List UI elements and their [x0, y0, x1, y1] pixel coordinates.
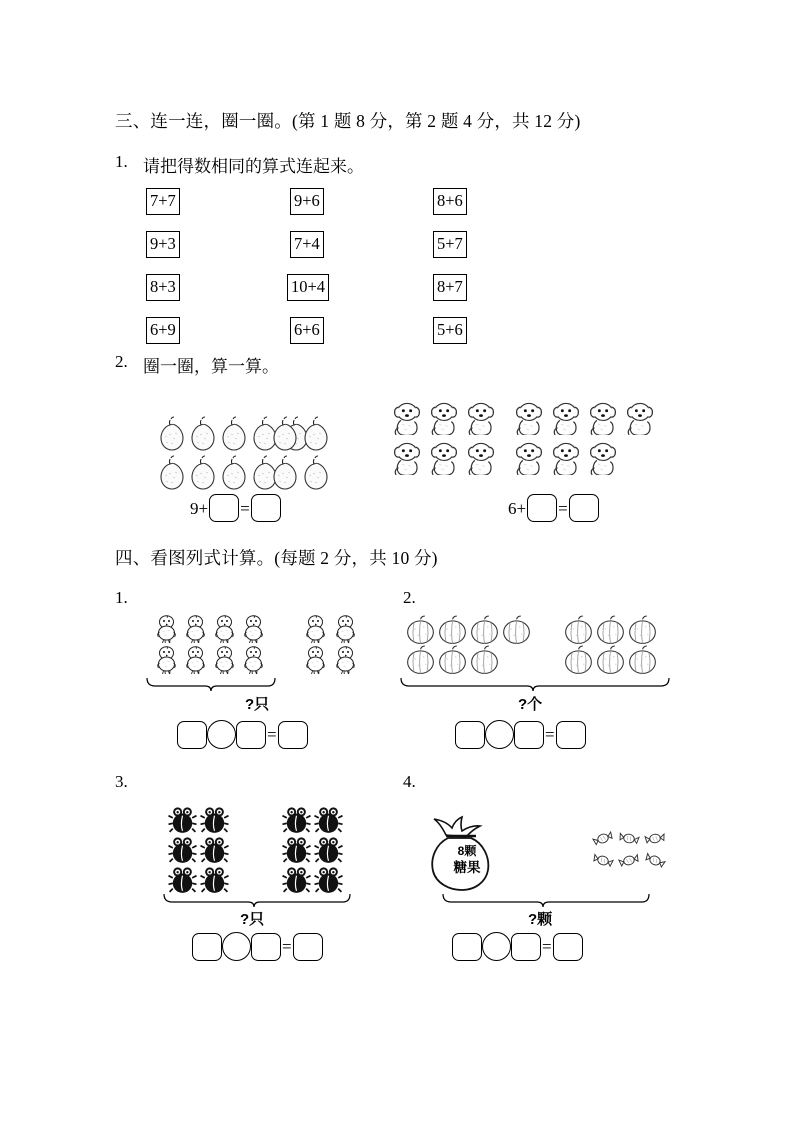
frog-icon [282, 866, 311, 894]
pear-equation-row [190, 494, 281, 522]
pumpkin-icon [405, 645, 436, 675]
pumpkin-icon [627, 645, 658, 675]
expr-box[interactable]: 7+4 [290, 231, 324, 258]
puppy-icon [512, 441, 546, 475]
expr-box[interactable]: 9+6 [290, 188, 324, 215]
pumpkin-icon [405, 615, 436, 645]
pear-icon [300, 455, 330, 492]
equals-sign: = [240, 498, 250, 518]
answer-box[interactable] [177, 721, 207, 749]
expr-box[interactable]: 5+7 [433, 231, 467, 258]
expr-box[interactable]: 10+4 [287, 274, 329, 301]
frog-icon [200, 836, 229, 864]
chick-icon [211, 645, 238, 675]
pumpkin-group-right [562, 615, 658, 675]
problem-3-equation-row [192, 932, 323, 961]
puppy-icon [427, 401, 461, 435]
problem-4-brace-label: ?颗 [528, 911, 553, 928]
pear-icon [269, 416, 299, 453]
chick-icon [153, 645, 180, 675]
candy-icon [615, 849, 643, 872]
equals-sign: = [282, 937, 292, 956]
problem-2-brace-label: ?个 [518, 696, 543, 713]
problem-4-equation-row [452, 932, 583, 961]
chick-icon [182, 614, 209, 644]
frog-icon [282, 806, 311, 834]
answer-box[interactable] [556, 721, 586, 749]
chick-icon [302, 645, 329, 675]
pear-icon [156, 416, 186, 453]
puppy-icon [586, 441, 620, 475]
candy-bag-word-label: 糖果 [453, 860, 481, 875]
chick-icon [240, 614, 267, 644]
candy-icon [589, 848, 617, 872]
pear-icon [218, 455, 248, 492]
problem-1-brace [146, 676, 276, 692]
equals-sign: = [545, 725, 555, 744]
answer-box[interactable] [569, 494, 599, 522]
section-three-heading: 三、连一连，圈一圈。(第 1 题 8 分，第 2 题 4 分，共 12 分) [115, 111, 581, 131]
problem-3-number: 3. [115, 772, 128, 791]
frog-icon [168, 806, 197, 834]
problem-2-number: 2. [403, 588, 416, 607]
chick-group-right [300, 613, 360, 675]
answer-box[interactable] [192, 933, 222, 961]
chick-icon [332, 614, 359, 644]
puppy-icon [390, 441, 424, 475]
puppy-icon [512, 401, 546, 435]
candy-icon [615, 827, 642, 849]
pear-icon [300, 416, 330, 453]
candy-icon [642, 828, 668, 848]
expr-box[interactable]: 8+3 [146, 274, 180, 301]
operator-circle[interactable] [207, 720, 236, 749]
pear-icon [218, 416, 248, 453]
frog-group-right [280, 805, 344, 895]
operator-circle[interactable] [485, 720, 514, 749]
pumpkin-icon [469, 615, 500, 645]
frog-icon [282, 836, 311, 864]
answer-box[interactable] [511, 933, 541, 961]
pumpkin-icon [437, 615, 468, 645]
problem-1-equation-row [177, 720, 308, 749]
puppy-icon [390, 401, 424, 435]
expr-box[interactable]: 5+6 [433, 317, 467, 344]
section-three-q1-prompt: 请把得数相同的算式连起来。 [143, 157, 364, 176]
chick-icon [332, 645, 359, 675]
frog-group-left [166, 805, 230, 895]
equals-sign: = [542, 937, 552, 956]
operator-circle[interactable] [222, 932, 251, 961]
problem-3-brace [163, 892, 351, 908]
chick-icon [153, 614, 180, 644]
puppy-equation-lead: 6+ [508, 498, 527, 518]
expr-box[interactable]: 9+3 [146, 231, 180, 258]
pear-icon [187, 416, 217, 453]
section-four-heading: 四、看图列式计算。(每题 2 分，共 10 分) [115, 548, 438, 568]
pear-group-right [268, 415, 330, 493]
pumpkin-icon [627, 615, 658, 645]
equals-sign: = [558, 498, 568, 518]
pumpkin-icon [595, 615, 626, 645]
pear-icon [156, 455, 186, 492]
puppy-icon [464, 441, 498, 475]
puppy-equation-row [508, 494, 599, 522]
answer-box[interactable] [452, 933, 482, 961]
expr-box[interactable]: 8+6 [433, 188, 467, 215]
chick-icon [182, 645, 209, 675]
operator-circle[interactable] [482, 932, 511, 961]
problem-1-brace-label: ?只 [245, 696, 270, 713]
frog-icon [314, 806, 343, 834]
frog-icon [200, 806, 229, 834]
pear-icon [269, 455, 299, 492]
section-three-q2-number: 2. [115, 352, 128, 371]
pumpkin-icon [563, 615, 594, 645]
frog-icon [314, 866, 343, 894]
answer-box[interactable] [251, 494, 281, 522]
problem-2-equation-row [455, 720, 586, 749]
expr-box[interactable]: 6+6 [290, 317, 324, 344]
chick-icon [211, 614, 238, 644]
problem-3-brace-label: ?只 [240, 911, 265, 928]
puppy-icon [464, 401, 498, 435]
expr-box[interactable]: 6+9 [146, 317, 180, 344]
answer-box[interactable] [455, 721, 485, 749]
chick-group-left [152, 613, 268, 675]
frog-icon [314, 836, 343, 864]
chick-icon [302, 614, 329, 644]
section-three-q1-number: 1. [115, 152, 128, 171]
pear-equation-lead: 9+ [190, 498, 209, 518]
puppy-icon [427, 441, 461, 475]
candy-icon [641, 847, 670, 873]
equals-sign: = [267, 725, 277, 744]
puppy-icon [549, 441, 583, 475]
chick-icon [240, 645, 267, 675]
candy-icon [589, 826, 618, 851]
puppy-group-right [512, 398, 660, 478]
puppy-group-left [388, 398, 499, 478]
puppy-icon [623, 401, 657, 435]
problem-2-brace [400, 676, 670, 692]
expr-box[interactable]: 7+7 [146, 188, 180, 215]
answer-box[interactable] [209, 494, 239, 522]
pumpkin-icon [563, 645, 594, 675]
candy-bag-count-label: 8颗 [457, 844, 477, 858]
answer-box[interactable] [278, 721, 308, 749]
expr-box[interactable]: 8+7 [433, 274, 467, 301]
answer-box[interactable] [527, 494, 557, 522]
pumpkin-icon [501, 615, 532, 645]
frog-icon [200, 866, 229, 894]
answer-box[interactable] [251, 933, 281, 961]
pumpkin-group-left [404, 615, 532, 675]
answer-box[interactable] [236, 721, 266, 749]
pumpkin-icon [437, 645, 468, 675]
problem-4-brace [442, 892, 650, 908]
answer-box[interactable] [293, 933, 323, 961]
frog-icon [168, 866, 197, 894]
loose-candy-group [590, 827, 668, 871]
frog-icon [168, 836, 197, 864]
pear-icon [187, 455, 217, 492]
section-three-q2-prompt: 圈一圈，算一算。 [143, 357, 279, 376]
puppy-icon [549, 401, 583, 435]
problem-1-number: 1. [115, 588, 128, 607]
problem-4-number: 4. [403, 772, 416, 791]
answer-box[interactable] [553, 933, 583, 961]
puppy-icon [586, 401, 620, 435]
pumpkin-icon [595, 645, 626, 675]
pumpkin-icon [469, 645, 500, 675]
answer-box[interactable] [514, 721, 544, 749]
